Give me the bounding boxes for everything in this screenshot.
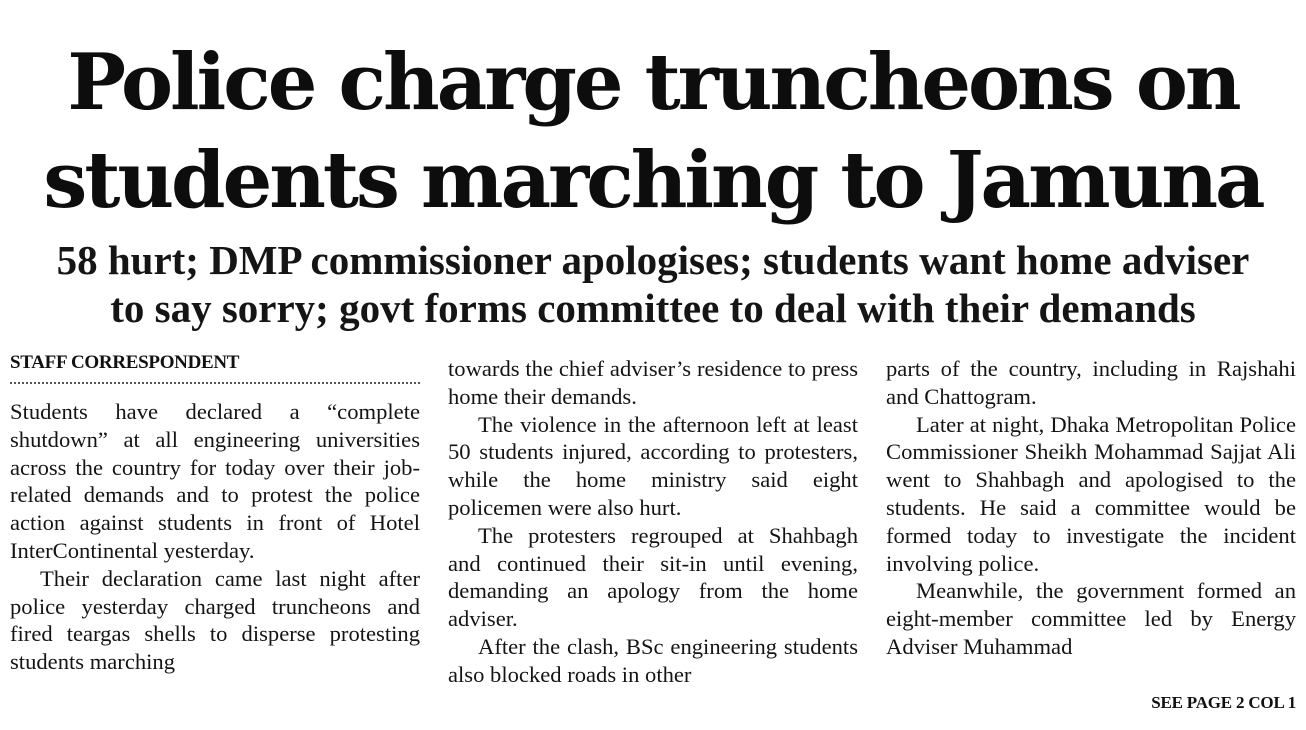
subheadline-line-2: to say sorry; govt forms committee to deal with their demands [110,285,1196,331]
paragraph: towards the chief adviser’s residence to press home their demands. [448,356,858,409]
paragraph: Meanwhile, the government formed an eight-member committee led by Energy Adviser Muhammad [886,578,1296,659]
subheadline [0,236,1306,332]
paragraph: The violence in the afternoon left at least 50 students injured, according to protesters, while the home ministry said eight policemen were also hurt. [448,411,858,520]
headline-line-2: students marching to Jamuna [43,135,1263,226]
paragraph: Their declaration came last night after police yesterday charged truncheons and fired teargas shells to disperse protesting students marching [10,565,420,675]
article-column-3 [886,355,1296,661]
subheadline-line-1: 58 hurt; DMP commissioner apologises; students want home adviser [56,237,1250,283]
article-column-2 [448,355,858,689]
paragraph: The protesters regrouped at Shahbagh and continued their sit-in until evening, demanding an apology from the home adviser. [448,522,858,632]
headline-line-1: Police charge truncheons on [67,37,1239,128]
byline: STAFF CORRESPONDENT [10,352,420,384]
paragraph: After the clash, BSc engineering students also blocked roads in other [448,633,858,687]
continued-on-page-label: SEE PAGE 2 COL 1 [1151,693,1296,712]
article-column-1 [10,352,420,676]
headline [0,34,1306,230]
paragraph: parts of the country, including in Rajshahi and Chattogram. [886,356,1296,409]
paragraph: Students have declared a “complete shutdown” at all engineering universities across the country for today over their job-related demands and to protest the police action against students in front of Hotel InterContinental yesterday. [10,399,420,563]
paragraph: Later at night, Dhaka Metropolitan Police Commissioner Sheikh Mohammad Sajjat Ali went to Shahbagh and apologised to the students. He said a committee would be formed today to investigate the incident involving police. [886,411,1296,576]
